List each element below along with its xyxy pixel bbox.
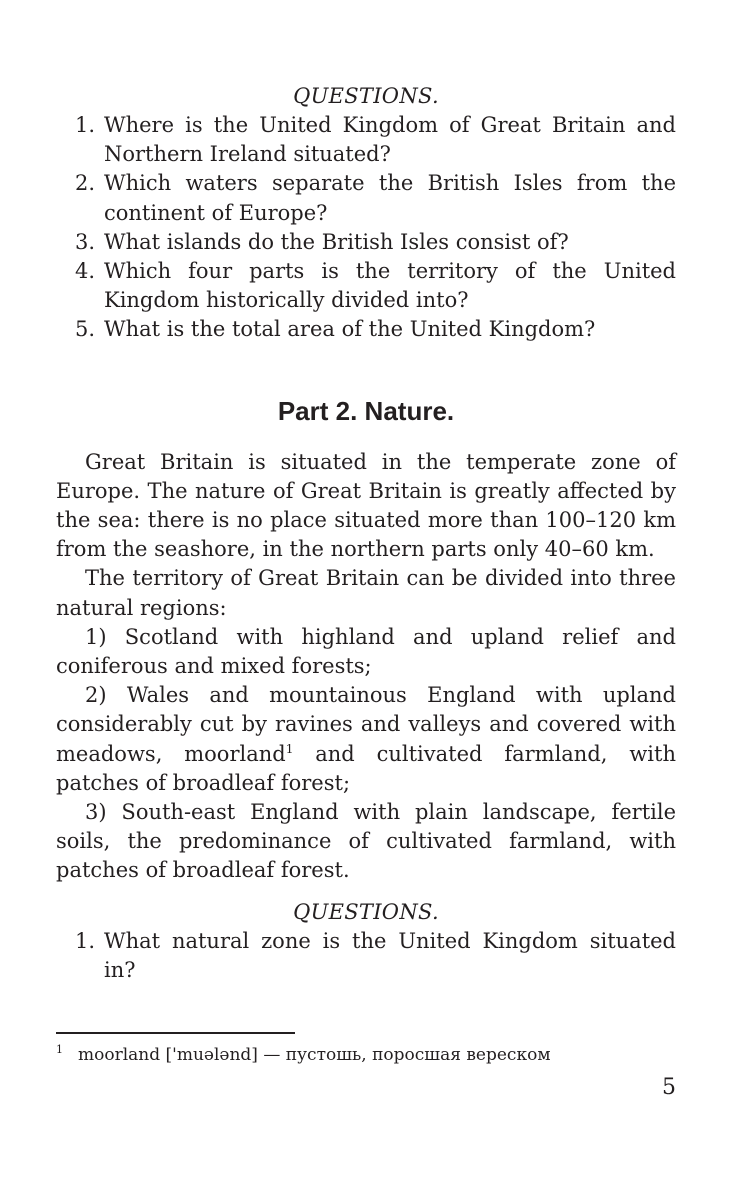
question-item <box>56 927 676 985</box>
footnote-text: moorland ['muələnd] — пустошь, поросшая вереском <box>78 1045 551 1065</box>
body-paragraph: Great Britain is situated in the temperate zone of Europe. The nature of Great Britain is greatly affected by the sea: there is no place situated more than 100–120 km from the seashore, in the northern parts only 40–60 km. <box>56 449 676 562</box>
footnote <box>56 1044 551 1066</box>
question-text: Which four parts is the territory of the United Kingdom historically divided into? <box>104 259 676 313</box>
question-item <box>56 111 676 169</box>
paragraph-text: and cultivated farmland, with patches of broadleaf forest; <box>56 741 676 795</box>
body-paragraph: 3) South-east England with plain landscape, fertile soils, the predominance of cultivated farmland, with patches of broadleaf forest. <box>56 800 676 883</box>
questions-list <box>56 927 676 985</box>
question-number: 3. <box>74 229 95 254</box>
questions-heading: QUESTIONS. <box>293 84 439 108</box>
footnote-reference[interactable]: 1 <box>285 741 294 756</box>
footnote-divider <box>56 1032 295 1034</box>
question-text: What is the total area of the United Kingdom? <box>104 317 596 342</box>
question-item <box>56 169 676 227</box>
section-title: Part 2. Nature. <box>277 395 455 426</box>
question-text: Where is the United Kingdom of Great Britain and Northern Ireland situated? <box>104 113 676 167</box>
footnote-mark: 1 <box>56 1043 63 1057</box>
questions-heading: QUESTIONS. <box>293 899 439 924</box>
body-paragraph <box>56 681 676 798</box>
paragraph-text: 2) Wales and mountainous England with upland considerably cut by ravines and valleys and covered with meadows, moorland <box>56 683 676 766</box>
question-item <box>56 315 676 344</box>
page-number: 5 <box>662 1075 676 1100</box>
question-number: 4. <box>74 259 95 284</box>
question-text: Which waters separate the British Isles from the continent of Europe? <box>104 171 676 225</box>
question-text: What natural zone is the United Kingdom situated in? <box>104 928 676 982</box>
question-item <box>56 257 676 315</box>
question-text: What islands do the British Isles consist of? <box>104 229 569 254</box>
page-content <box>56 82 676 985</box>
question-number: 2. <box>74 171 95 196</box>
question-number: 5. <box>74 317 95 342</box>
question-number: 1. <box>74 113 95 137</box>
body-paragraph: 1) Scotland with highland and upland relief and coniferous and mixed forests; <box>56 624 676 679</box>
question-item <box>56 228 676 257</box>
body-paragraph: The territory of Great Britain can be divided into three natural regions: <box>56 566 676 620</box>
questions-list <box>56 111 676 345</box>
question-number: 1. <box>74 928 95 953</box>
